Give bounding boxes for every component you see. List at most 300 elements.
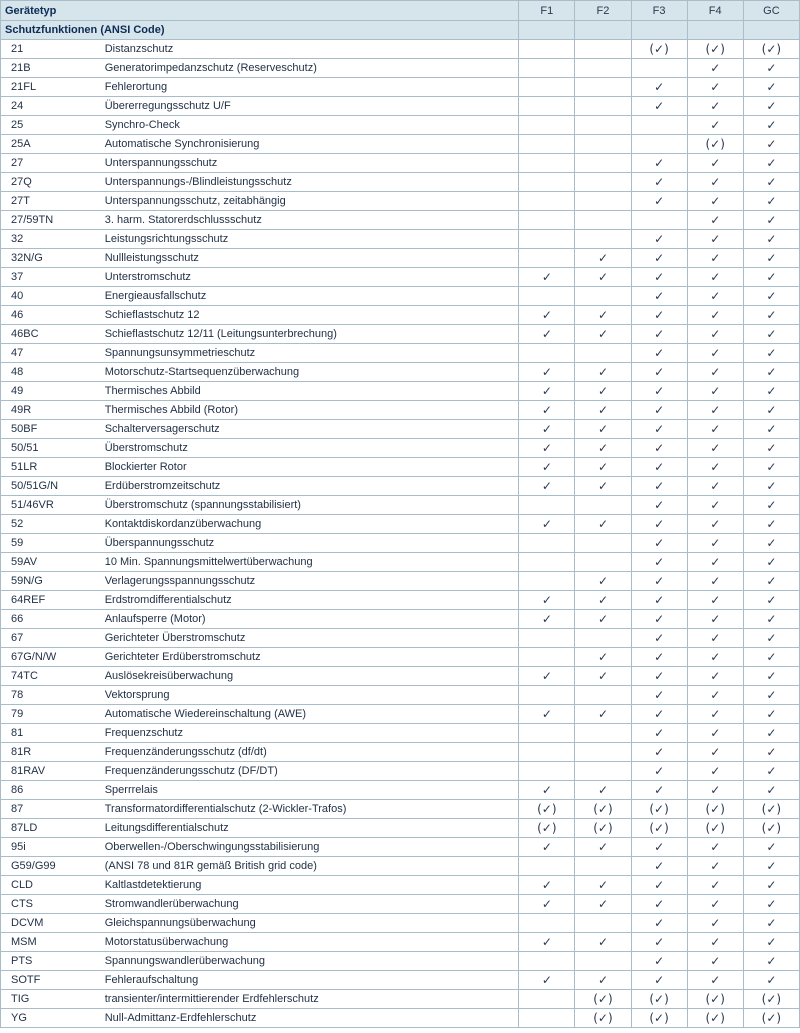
ansi-code: PTS bbox=[1, 952, 95, 971]
function-name: Leitungsdifferentialschutz bbox=[95, 819, 519, 838]
empty-cell bbox=[575, 40, 631, 59]
check-mark: ✓ bbox=[519, 895, 575, 914]
empty-cell bbox=[575, 230, 631, 249]
empty-cell bbox=[519, 743, 575, 762]
check-mark: ✓ bbox=[743, 534, 799, 553]
empty-cell bbox=[575, 743, 631, 762]
empty-cell bbox=[575, 173, 631, 192]
check-mark: ✓ bbox=[743, 496, 799, 515]
empty-cell bbox=[519, 534, 575, 553]
optional-check-mark: (✓) bbox=[687, 990, 743, 1009]
check-mark: ✓ bbox=[519, 439, 575, 458]
optional-check-mark: (✓) bbox=[743, 990, 799, 1009]
empty-cell bbox=[575, 724, 631, 743]
empty-cell bbox=[519, 173, 575, 192]
table-row bbox=[1, 420, 800, 439]
optional-check-mark: (✓) bbox=[631, 40, 687, 59]
ansi-code: 27T bbox=[1, 192, 95, 211]
table-row bbox=[1, 59, 800, 78]
optional-check-mark: (✓) bbox=[687, 1009, 743, 1028]
check-mark: ✓ bbox=[631, 363, 687, 382]
function-name: Thermisches Abbild bbox=[95, 382, 519, 401]
empty-cell bbox=[575, 553, 631, 572]
function-name: Schieflastschutz 12/11 (Leitungsunterbrechung) bbox=[95, 325, 519, 344]
check-mark: ✓ bbox=[631, 306, 687, 325]
check-mark: ✓ bbox=[687, 933, 743, 952]
empty-cell bbox=[519, 572, 575, 591]
ansi-code: 81 bbox=[1, 724, 95, 743]
function-name: Automatische Wiedereinschaltung (AWE) bbox=[95, 705, 519, 724]
check-mark: ✓ bbox=[687, 496, 743, 515]
check-mark: ✓ bbox=[743, 838, 799, 857]
ansi-code: 51LR bbox=[1, 458, 95, 477]
table-row bbox=[1, 553, 800, 572]
check-mark: ✓ bbox=[687, 724, 743, 743]
check-mark: ✓ bbox=[743, 97, 799, 116]
check-mark: ✓ bbox=[631, 971, 687, 990]
check-mark: ✓ bbox=[575, 458, 631, 477]
function-name: Kaltlastdetektierung bbox=[95, 876, 519, 895]
check-mark: ✓ bbox=[687, 971, 743, 990]
empty-cell bbox=[519, 59, 575, 78]
check-mark: ✓ bbox=[575, 382, 631, 401]
empty-cell bbox=[631, 116, 687, 135]
table-row bbox=[1, 743, 800, 762]
empty-cell bbox=[519, 344, 575, 363]
function-name: Transformatordifferentialschutz (2-Wickler-Trafos) bbox=[95, 800, 519, 819]
check-mark: ✓ bbox=[743, 895, 799, 914]
section-cell bbox=[519, 21, 575, 40]
table-row bbox=[1, 306, 800, 325]
empty-cell bbox=[519, 914, 575, 933]
empty-cell bbox=[575, 97, 631, 116]
check-mark: ✓ bbox=[687, 781, 743, 800]
check-mark: ✓ bbox=[687, 192, 743, 211]
check-mark: ✓ bbox=[575, 971, 631, 990]
function-name: Überstromschutz (spannungsstabilisiert) bbox=[95, 496, 519, 515]
check-mark: ✓ bbox=[575, 667, 631, 686]
ansi-code: 52 bbox=[1, 515, 95, 534]
check-mark: ✓ bbox=[631, 515, 687, 534]
optional-check-mark: (✓) bbox=[743, 819, 799, 838]
optional-check-mark: (✓) bbox=[575, 1009, 631, 1028]
function-name: Übererregungsschutz U/F bbox=[95, 97, 519, 116]
empty-cell bbox=[575, 857, 631, 876]
check-mark: ✓ bbox=[575, 591, 631, 610]
check-mark: ✓ bbox=[631, 344, 687, 363]
ansi-code: G59/G99 bbox=[1, 857, 95, 876]
empty-cell bbox=[575, 762, 631, 781]
function-name: Vektorsprung bbox=[95, 686, 519, 705]
table-row bbox=[1, 591, 800, 610]
ansi-code: 24 bbox=[1, 97, 95, 116]
empty-cell bbox=[575, 154, 631, 173]
ansi-code: SOTF bbox=[1, 971, 95, 990]
check-mark: ✓ bbox=[519, 401, 575, 420]
empty-cell bbox=[519, 686, 575, 705]
empty-cell bbox=[575, 287, 631, 306]
check-mark: ✓ bbox=[519, 268, 575, 287]
check-mark: ✓ bbox=[687, 97, 743, 116]
function-name: Überstromschutz bbox=[95, 439, 519, 458]
check-mark: ✓ bbox=[743, 363, 799, 382]
check-mark: ✓ bbox=[687, 914, 743, 933]
check-mark: ✓ bbox=[519, 306, 575, 325]
empty-cell bbox=[519, 211, 575, 230]
table-row bbox=[1, 439, 800, 458]
empty-cell bbox=[631, 59, 687, 78]
check-mark: ✓ bbox=[631, 895, 687, 914]
function-name: Erdstromdifferentialschutz bbox=[95, 591, 519, 610]
check-mark: ✓ bbox=[631, 477, 687, 496]
check-mark: ✓ bbox=[743, 515, 799, 534]
check-mark: ✓ bbox=[519, 515, 575, 534]
function-name: Anlaufsperre (Motor) bbox=[95, 610, 519, 629]
section-cell bbox=[575, 21, 631, 40]
check-mark: ✓ bbox=[631, 287, 687, 306]
check-mark: ✓ bbox=[631, 230, 687, 249]
check-mark: ✓ bbox=[575, 515, 631, 534]
check-mark: ✓ bbox=[743, 705, 799, 724]
empty-cell bbox=[575, 952, 631, 971]
section-cell bbox=[743, 21, 799, 40]
check-mark: ✓ bbox=[575, 572, 631, 591]
check-mark: ✓ bbox=[631, 249, 687, 268]
function-name: Spannungswandlerüberwachung bbox=[95, 952, 519, 971]
function-name: Oberwellen-/Oberschwingungsstabilisierung bbox=[95, 838, 519, 857]
table-row bbox=[1, 496, 800, 515]
empty-cell bbox=[575, 78, 631, 97]
table-row bbox=[1, 724, 800, 743]
check-mark: ✓ bbox=[743, 857, 799, 876]
table-row bbox=[1, 971, 800, 990]
empty-cell bbox=[519, 629, 575, 648]
check-mark: ✓ bbox=[687, 363, 743, 382]
check-mark: ✓ bbox=[519, 610, 575, 629]
check-mark: ✓ bbox=[743, 553, 799, 572]
check-mark: ✓ bbox=[743, 154, 799, 173]
empty-cell bbox=[631, 211, 687, 230]
function-name: Stromwandlerüberwachung bbox=[95, 895, 519, 914]
section-row bbox=[1, 21, 800, 40]
empty-cell bbox=[519, 287, 575, 306]
check-mark: ✓ bbox=[519, 971, 575, 990]
check-mark: ✓ bbox=[575, 838, 631, 857]
empty-cell bbox=[575, 59, 631, 78]
table-row bbox=[1, 914, 800, 933]
function-name: 3. harm. Statorerdschlussschutz bbox=[95, 211, 519, 230]
ansi-code: 87 bbox=[1, 800, 95, 819]
ansi-code: 48 bbox=[1, 363, 95, 382]
function-name: Auslösekreisüberwachung bbox=[95, 667, 519, 686]
check-mark: ✓ bbox=[743, 477, 799, 496]
check-mark: ✓ bbox=[519, 363, 575, 382]
check-mark: ✓ bbox=[743, 591, 799, 610]
check-mark: ✓ bbox=[687, 249, 743, 268]
check-mark: ✓ bbox=[743, 344, 799, 363]
function-name: Frequenzänderungsschutz (df/dt) bbox=[95, 743, 519, 762]
check-mark: ✓ bbox=[687, 287, 743, 306]
function-name: Synchro-Check bbox=[95, 116, 519, 135]
ansi-code: CTS bbox=[1, 895, 95, 914]
check-mark: ✓ bbox=[575, 648, 631, 667]
optional-check-mark: (✓) bbox=[743, 800, 799, 819]
table-row bbox=[1, 857, 800, 876]
check-mark: ✓ bbox=[687, 401, 743, 420]
empty-cell bbox=[519, 496, 575, 515]
check-mark: ✓ bbox=[687, 686, 743, 705]
empty-cell bbox=[519, 762, 575, 781]
table-row bbox=[1, 249, 800, 268]
check-mark: ✓ bbox=[631, 743, 687, 762]
header-row bbox=[1, 1, 800, 21]
empty-cell bbox=[519, 154, 575, 173]
check-mark: ✓ bbox=[687, 382, 743, 401]
check-mark: ✓ bbox=[575, 895, 631, 914]
check-mark: ✓ bbox=[631, 401, 687, 420]
check-mark: ✓ bbox=[575, 420, 631, 439]
optional-check-mark: (✓) bbox=[687, 135, 743, 154]
ansi-code: 81RAV bbox=[1, 762, 95, 781]
check-mark: ✓ bbox=[687, 610, 743, 629]
check-mark: ✓ bbox=[743, 287, 799, 306]
check-mark: ✓ bbox=[575, 439, 631, 458]
function-name: Blockierter Rotor bbox=[95, 458, 519, 477]
check-mark: ✓ bbox=[687, 344, 743, 363]
ansi-code: TIG bbox=[1, 990, 95, 1009]
table-row bbox=[1, 800, 800, 819]
table-row bbox=[1, 154, 800, 173]
check-mark: ✓ bbox=[631, 686, 687, 705]
table-row bbox=[1, 819, 800, 838]
table-row bbox=[1, 78, 800, 97]
check-mark: ✓ bbox=[743, 78, 799, 97]
function-name: Frequenzschutz bbox=[95, 724, 519, 743]
check-mark: ✓ bbox=[631, 78, 687, 97]
function-name: Automatische Synchronisierung bbox=[95, 135, 519, 154]
check-mark: ✓ bbox=[743, 876, 799, 895]
check-mark: ✓ bbox=[687, 325, 743, 344]
check-mark: ✓ bbox=[687, 553, 743, 572]
check-mark: ✓ bbox=[575, 249, 631, 268]
device-header-f3: F3 bbox=[631, 1, 687, 21]
ansi-code: 67 bbox=[1, 629, 95, 648]
optional-check-mark: (✓) bbox=[631, 1009, 687, 1028]
check-mark: ✓ bbox=[687, 173, 743, 192]
function-name: Spannungsunsymmetrieschutz bbox=[95, 344, 519, 363]
check-mark: ✓ bbox=[631, 857, 687, 876]
optional-check-mark: (✓) bbox=[575, 990, 631, 1009]
ansi-code: 78 bbox=[1, 686, 95, 705]
table-row bbox=[1, 344, 800, 363]
table-row bbox=[1, 268, 800, 287]
check-mark: ✓ bbox=[687, 648, 743, 667]
check-mark: ✓ bbox=[743, 686, 799, 705]
ansi-code: 95i bbox=[1, 838, 95, 857]
table-row bbox=[1, 382, 800, 401]
section-cell bbox=[631, 21, 687, 40]
ansi-code: 87LD bbox=[1, 819, 95, 838]
empty-cell bbox=[575, 116, 631, 135]
check-mark: ✓ bbox=[631, 382, 687, 401]
check-mark: ✓ bbox=[575, 705, 631, 724]
table-row bbox=[1, 762, 800, 781]
table-row bbox=[1, 477, 800, 496]
check-mark: ✓ bbox=[631, 496, 687, 515]
ansi-code: 46BC bbox=[1, 325, 95, 344]
function-name: transienter/intermittierender Erdfehlerschutz bbox=[95, 990, 519, 1009]
empty-cell bbox=[519, 952, 575, 971]
check-mark: ✓ bbox=[519, 420, 575, 439]
empty-cell bbox=[519, 97, 575, 116]
check-mark: ✓ bbox=[631, 648, 687, 667]
check-mark: ✓ bbox=[519, 667, 575, 686]
table-row bbox=[1, 781, 800, 800]
function-name: Schieflastschutz 12 bbox=[95, 306, 519, 325]
check-mark: ✓ bbox=[575, 610, 631, 629]
empty-cell bbox=[519, 78, 575, 97]
ansi-code: 32N/G bbox=[1, 249, 95, 268]
table-row bbox=[1, 363, 800, 382]
optional-check-mark: (✓) bbox=[519, 800, 575, 819]
ansi-code: 40 bbox=[1, 287, 95, 306]
function-name: Motorstatusüberwachung bbox=[95, 933, 519, 952]
function-name: Erdüberstromzeitschutz bbox=[95, 477, 519, 496]
check-mark: ✓ bbox=[743, 971, 799, 990]
check-mark: ✓ bbox=[743, 781, 799, 800]
ansi-code: 74TC bbox=[1, 667, 95, 686]
check-mark: ✓ bbox=[631, 610, 687, 629]
check-mark: ✓ bbox=[743, 116, 799, 135]
empty-cell bbox=[575, 211, 631, 230]
function-name: Frequenzänderungsschutz (DF/DT) bbox=[95, 762, 519, 781]
table-row bbox=[1, 952, 800, 971]
table-row bbox=[1, 116, 800, 135]
function-name: Kontaktdiskordanzüberwachung bbox=[95, 515, 519, 534]
table-row bbox=[1, 838, 800, 857]
check-mark: ✓ bbox=[687, 572, 743, 591]
table-row bbox=[1, 876, 800, 895]
check-mark: ✓ bbox=[519, 382, 575, 401]
function-name: Nullleistungsschutz bbox=[95, 249, 519, 268]
check-mark: ✓ bbox=[631, 439, 687, 458]
optional-check-mark: (✓) bbox=[631, 819, 687, 838]
ansi-code: 49 bbox=[1, 382, 95, 401]
table-row bbox=[1, 990, 800, 1009]
check-mark: ✓ bbox=[631, 534, 687, 553]
ansi-code: 49R bbox=[1, 401, 95, 420]
ansi-code: 27 bbox=[1, 154, 95, 173]
ansi-code: 25A bbox=[1, 135, 95, 154]
table-row bbox=[1, 667, 800, 686]
ansi-code: 27Q bbox=[1, 173, 95, 192]
device-header-f1: F1 bbox=[519, 1, 575, 21]
check-mark: ✓ bbox=[687, 211, 743, 230]
check-mark: ✓ bbox=[631, 97, 687, 116]
device-header-f4: F4 bbox=[687, 1, 743, 21]
table-row bbox=[1, 933, 800, 952]
empty-cell bbox=[631, 135, 687, 154]
table-row bbox=[1, 534, 800, 553]
ansi-code: DCVM bbox=[1, 914, 95, 933]
check-mark: ✓ bbox=[631, 420, 687, 439]
check-mark: ✓ bbox=[687, 667, 743, 686]
function-name: Gleichspannungsüberwachung bbox=[95, 914, 519, 933]
function-name: Unterspannungsschutz bbox=[95, 154, 519, 173]
check-mark: ✓ bbox=[519, 591, 575, 610]
check-mark: ✓ bbox=[743, 230, 799, 249]
empty-cell bbox=[519, 857, 575, 876]
empty-cell bbox=[519, 553, 575, 572]
check-mark: ✓ bbox=[743, 211, 799, 230]
check-mark: ✓ bbox=[687, 534, 743, 553]
check-mark: ✓ bbox=[743, 667, 799, 686]
empty-cell bbox=[575, 914, 631, 933]
check-mark: ✓ bbox=[575, 933, 631, 952]
table-row bbox=[1, 686, 800, 705]
check-mark: ✓ bbox=[743, 648, 799, 667]
table-row bbox=[1, 629, 800, 648]
ansi-code: 59N/G bbox=[1, 572, 95, 591]
function-name: Thermisches Abbild (Rotor) bbox=[95, 401, 519, 420]
empty-cell bbox=[575, 192, 631, 211]
ansi-code: 86 bbox=[1, 781, 95, 800]
table-body bbox=[1, 21, 800, 1028]
check-mark: ✓ bbox=[687, 268, 743, 287]
check-mark: ✓ bbox=[631, 154, 687, 173]
check-mark: ✓ bbox=[575, 781, 631, 800]
table-row bbox=[1, 287, 800, 306]
table-row bbox=[1, 173, 800, 192]
empty-cell bbox=[519, 990, 575, 1009]
check-mark: ✓ bbox=[631, 325, 687, 344]
ansi-code: YG bbox=[1, 1009, 95, 1028]
empty-cell bbox=[519, 192, 575, 211]
function-name: Fehlerortung bbox=[95, 78, 519, 97]
check-mark: ✓ bbox=[631, 553, 687, 572]
function-name: Unterspannungsschutz, zeitabhängig bbox=[95, 192, 519, 211]
check-mark: ✓ bbox=[631, 268, 687, 287]
check-mark: ✓ bbox=[631, 876, 687, 895]
ansi-code: 50/51 bbox=[1, 439, 95, 458]
empty-cell bbox=[575, 629, 631, 648]
ansi-code: 79 bbox=[1, 705, 95, 724]
optional-check-mark: (✓) bbox=[743, 1009, 799, 1028]
check-mark: ✓ bbox=[687, 439, 743, 458]
empty-cell bbox=[575, 496, 631, 515]
empty-cell bbox=[519, 724, 575, 743]
function-name: Fehleraufschaltung bbox=[95, 971, 519, 990]
check-mark: ✓ bbox=[631, 838, 687, 857]
check-mark: ✓ bbox=[687, 306, 743, 325]
check-mark: ✓ bbox=[743, 724, 799, 743]
function-name: Null-Admittanz-Erdfehlerschutz bbox=[95, 1009, 519, 1028]
ansi-code: 66 bbox=[1, 610, 95, 629]
check-mark: ✓ bbox=[743, 268, 799, 287]
ansi-code: 21 bbox=[1, 40, 95, 59]
table-row bbox=[1, 515, 800, 534]
function-name: Schalterversagerschutz bbox=[95, 420, 519, 439]
check-mark: ✓ bbox=[631, 667, 687, 686]
check-mark: ✓ bbox=[743, 325, 799, 344]
check-mark: ✓ bbox=[743, 439, 799, 458]
check-mark: ✓ bbox=[687, 458, 743, 477]
empty-cell bbox=[575, 344, 631, 363]
table-row bbox=[1, 211, 800, 230]
check-mark: ✓ bbox=[687, 154, 743, 173]
ansi-code: 37 bbox=[1, 268, 95, 287]
check-mark: ✓ bbox=[631, 933, 687, 952]
